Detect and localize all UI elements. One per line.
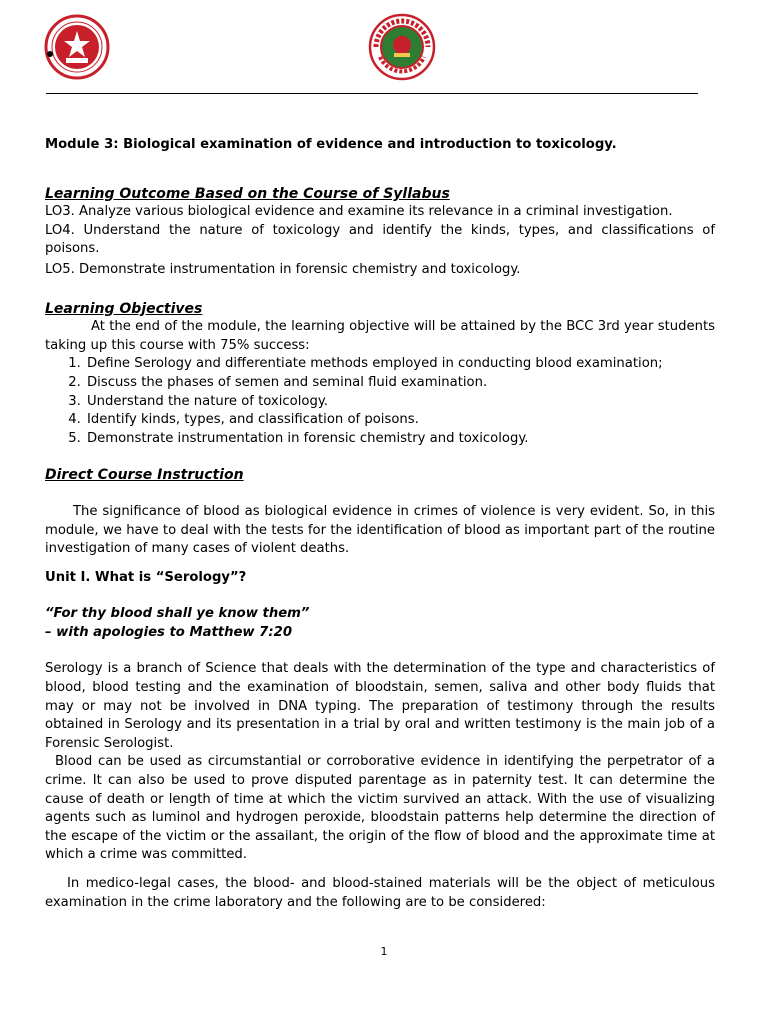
serology-paragraph-2: Blood can be used as circumstantial or corroborative evidence in identifying the perpetrator of a crime. It can also be used to prove disputed parentage as in paternity test. It can determine the cause of death or length of time at which the victim survived an attack. With the use of visualizing agents such as luminol and hydrogen peroxide, bloodstain patterns help determine the direction of the escape of the victim or the assailant, the origin of the flow of blood and the approximate time at which a crime was committed. [45, 754, 715, 863]
list-item: 4. Identify kinds, types, and classification of poisons. [85, 411, 715, 430]
document-body [45, 136, 715, 912]
lo5-text: LO5. Demonstrate instrumentation in forensic chemistry and toxicology. [45, 261, 521, 277]
quote-line-2: – with apologies to Matthew 7:20 [45, 624, 292, 640]
serology-paragraph-1: Serology is a branch of Science that deals with the determination of the type and characteristics of blood, blood testing and the examination of bloodstain, semen, saliva and other body fluids that may or may not be involved in DNA typing. The preparation of testimony through the results obtained in Serology and its presentation in a trial by oral and written testimony is the main job of a Forensic Serologist. [45, 661, 715, 751]
college-seal-logo [44, 14, 110, 80]
page-number: 1 [380, 945, 388, 958]
learning-objectives-heading: Learning Objectives [45, 300, 203, 317]
objectives-intro: At the end of the module, the learning objective will be attained by the BCC 3rd year students taking up this course with 75% success: [45, 319, 715, 353]
lo4-text: LO4. Understand the nature of toxicology and identify the kinds, types, and classifications of poisons. [45, 222, 715, 257]
list-item: 1. Define Serology and differentiate methods employed in conducting blood examination; [85, 355, 715, 374]
direct-instruction-heading: Direct Course Instruction [45, 467, 244, 484]
header-rule [46, 93, 698, 94]
list-item: 5. Demonstrate instrumentation in forensic chemistry and toxicology. [85, 430, 715, 449]
list-item: 2. Discuss the phases of semen and seminal fluid examination. [85, 374, 715, 393]
serology-paragraph-3: In medico-legal cases, the blood- and blood-stained materials will be the object of meticulous examination in the crime laboratory and the following are to be considered: [45, 876, 715, 910]
lo3-text: LO3. Analyze various biological evidence and examine its relevance in a criminal investigation. [45, 204, 673, 220]
quote-line-1: “For thy blood shall ye know them” [45, 606, 310, 622]
learning-outcome-heading: Learning Outcome Based on the Course of Syllabus [45, 185, 450, 202]
unit1-heading: Unit I. What is “Serology”? [45, 569, 247, 585]
direct-instruction-paragraph: The significance of blood as biological evidence in crimes of violence is very evident. So, in this module, we have to deal with the tests for the identification of blood as important part of the routine investigation of many cases of violent deaths. [45, 503, 715, 557]
burauen-leyte-seal-logo [368, 13, 436, 81]
module-title: Module 3: Biological examination of evidence and introduction to toxicology. [45, 137, 617, 152]
objectives-list [45, 355, 715, 448]
list-item: 3. Understand the nature of toxicology. [85, 393, 715, 412]
